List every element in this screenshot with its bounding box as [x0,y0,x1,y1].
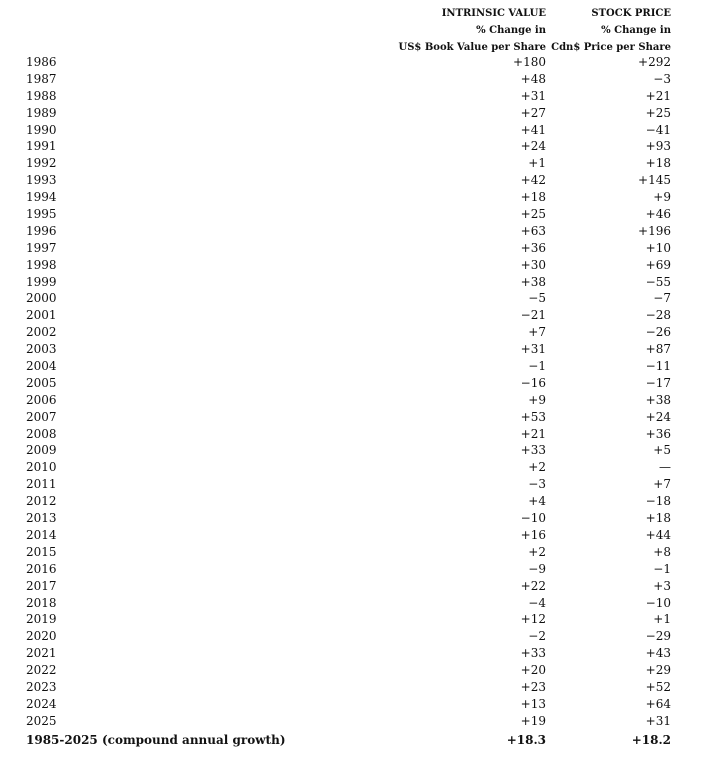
row-year: 2011 [26,477,57,492]
row-year: 2021 [26,646,57,661]
row-stock-price: +44 [645,527,671,542]
row-stock-price: +3 [653,578,671,593]
table-row [0,54,713,71]
table-row [0,476,713,493]
table-row [0,611,713,628]
row-stock-price: +1 [653,612,671,627]
row-year: 1988 [26,88,57,103]
row-intrinsic-value: +53 [520,409,546,424]
row-year: 1993 [26,173,57,188]
row-stock-price: +7 [653,477,671,492]
table-row [0,544,713,561]
row-intrinsic-value: −21 [520,308,546,323]
row-stock-price: +196 [638,223,671,238]
row-year: 1997 [26,240,57,255]
row-intrinsic-value: +1 [528,156,546,171]
row-year: 1992 [26,156,57,171]
table-row [0,122,713,139]
row-intrinsic-value: −9 [528,561,546,576]
row-year: 2015 [26,544,57,559]
row-intrinsic-value: +63 [520,223,546,238]
row-year: 1989 [26,105,57,120]
row-year: 1996 [26,223,57,238]
row-intrinsic-value: +4 [528,494,546,509]
row-year: 2012 [26,494,57,509]
row-year: 2005 [26,375,57,390]
row-stock-price: +46 [645,207,671,222]
row-stock-price: −41 [645,122,671,137]
row-year: 2024 [26,696,57,711]
row-stock-price: −11 [645,359,671,374]
row-intrinsic-value: +2 [528,460,546,475]
table-row [0,493,713,510]
row-intrinsic-value: +12 [520,612,546,627]
table-row [0,426,713,443]
row-year: 1994 [26,190,57,205]
table-row [0,172,713,189]
row-year: 1999 [26,274,57,289]
table-row [0,409,713,426]
row-intrinsic-value: +33 [520,646,546,661]
row-year: 2009 [26,443,57,458]
row-intrinsic-value: +36 [520,240,546,255]
row-year: 1995 [26,207,57,222]
total-stock-price: +18.2 [631,733,671,747]
table-row [0,105,713,122]
row-stock-price: — [659,460,671,475]
table-row [0,307,713,324]
table-row [0,375,713,392]
table-row [0,138,713,155]
row-year: 2017 [26,578,57,593]
stock-header-line3: Cdn$ Price per Share [551,42,671,53]
table-row [0,578,713,595]
table-row [0,510,713,527]
table-row [0,628,713,645]
row-year: 1991 [26,139,57,154]
row-intrinsic-value: +33 [520,443,546,458]
row-stock-price: +21 [645,88,671,103]
intrinsic-header-line2: % Change in [476,25,546,36]
row-year: 2001 [26,308,57,323]
row-intrinsic-value: −5 [528,291,546,306]
table-row [0,527,713,544]
stock-header-line2: % Change in [601,25,671,36]
row-intrinsic-value: +9 [528,392,546,407]
row-year: 2010 [26,460,57,475]
row-intrinsic-value: +41 [520,122,546,137]
table-row [0,88,713,105]
row-intrinsic-value: +7 [528,325,546,340]
row-stock-price: −17 [645,375,671,390]
row-intrinsic-value: +13 [520,696,546,711]
row-intrinsic-value: +180 [513,55,546,69]
row-stock-price: +31 [645,713,671,728]
row-year: 2006 [26,392,57,407]
row-stock-price: −1 [653,561,671,576]
row-stock-price: +145 [638,173,671,188]
row-year: 2025 [26,713,57,728]
row-year: 1986 [26,55,57,69]
total-row [0,731,713,749]
row-stock-price: +18 [645,511,671,526]
table-row [0,679,713,696]
table-row [0,223,713,240]
row-year: 2000 [26,291,57,306]
row-intrinsic-value: +23 [520,679,546,694]
row-intrinsic-value: +16 [520,527,546,542]
row-stock-price: +64 [645,696,671,711]
table-row [0,206,713,223]
row-year: 2023 [26,679,57,694]
row-year: 1998 [26,257,57,272]
table-row [0,662,713,679]
row-stock-price: +69 [645,257,671,272]
row-year: 2003 [26,342,57,357]
row-year: 1987 [26,71,57,86]
row-intrinsic-value: +42 [520,173,546,188]
row-intrinsic-value: +27 [520,105,546,120]
row-year: 2018 [26,595,57,610]
performance-table [0,54,713,730]
row-intrinsic-value: +19 [520,713,546,728]
table-row [0,324,713,341]
row-intrinsic-value: −4 [528,595,546,610]
row-stock-price: +9 [653,190,671,205]
row-stock-price: +8 [653,544,671,559]
row-intrinsic-value: +31 [520,88,546,103]
table-row [0,240,713,257]
row-intrinsic-value: −10 [520,511,546,526]
table-row [0,696,713,713]
row-intrinsic-value: +2 [528,544,546,559]
row-intrinsic-value: −1 [528,359,546,374]
row-stock-price: −10 [645,595,671,610]
row-stock-price: +87 [645,342,671,357]
row-intrinsic-value: −16 [520,375,546,390]
row-year: 2007 [26,409,57,424]
row-intrinsic-value: +38 [520,274,546,289]
row-year: 1990 [26,122,57,137]
intrinsic-header-title: INTRINSIC VALUE [441,8,546,19]
table-row [0,645,713,662]
row-stock-price: −7 [653,291,671,306]
table-row [0,257,713,274]
row-stock-price: +10 [645,240,671,255]
row-intrinsic-value: +21 [520,426,546,441]
row-stock-price: −28 [645,308,671,323]
row-intrinsic-value: +31 [520,342,546,357]
table-row [0,189,713,206]
row-year: 2013 [26,511,57,526]
row-intrinsic-value: +30 [520,257,546,272]
table-row [0,358,713,375]
table-row [0,561,713,578]
intrinsic-value-header [380,5,546,56]
row-intrinsic-value: +18 [520,190,546,205]
table-row [0,442,713,459]
row-year: 2016 [26,561,57,576]
row-stock-price: +36 [645,426,671,441]
row-intrinsic-value: −2 [528,629,546,644]
row-stock-price: +43 [645,646,671,661]
row-stock-price: +292 [638,55,671,69]
intrinsic-header-line3: US$ Book Value per Share [398,42,546,53]
stock-header-title: STOCK PRICE [591,8,671,19]
row-stock-price: −3 [653,71,671,86]
row-stock-price: +29 [645,663,671,678]
row-year: 2019 [26,612,57,627]
row-stock-price: +93 [645,139,671,154]
row-intrinsic-value: +25 [520,207,546,222]
row-intrinsic-value: −3 [528,477,546,492]
table-row [0,459,713,476]
stock-price-header [546,5,671,56]
table-row [0,392,713,409]
row-year: 2004 [26,359,57,374]
table-row [0,713,713,730]
row-year: 2002 [26,325,57,340]
table-row [0,71,713,88]
row-stock-price: +38 [645,392,671,407]
row-intrinsic-value: +48 [520,71,546,86]
row-stock-price: +52 [645,679,671,694]
row-stock-price: −26 [645,325,671,340]
total-intrinsic-value: +18.3 [506,733,546,747]
table-row [0,155,713,172]
row-stock-price: +25 [645,105,671,120]
row-stock-price: −18 [645,494,671,509]
row-stock-price: +5 [653,443,671,458]
row-stock-price: −29 [645,629,671,644]
table-row [0,290,713,307]
row-intrinsic-value: +22 [520,578,546,593]
table-row [0,341,713,358]
table-row [0,595,713,612]
row-year: 2020 [26,629,57,644]
total-label: 1985-2025 (compound annual growth) [26,733,286,747]
row-year: 2008 [26,426,57,441]
row-intrinsic-value: +20 [520,663,546,678]
row-stock-price: +24 [645,409,671,424]
row-stock-price: −55 [645,274,671,289]
row-year: 2022 [26,663,57,678]
row-intrinsic-value: +24 [520,139,546,154]
table-row [0,274,713,291]
row-stock-price: +18 [645,156,671,171]
row-year: 2014 [26,527,57,542]
